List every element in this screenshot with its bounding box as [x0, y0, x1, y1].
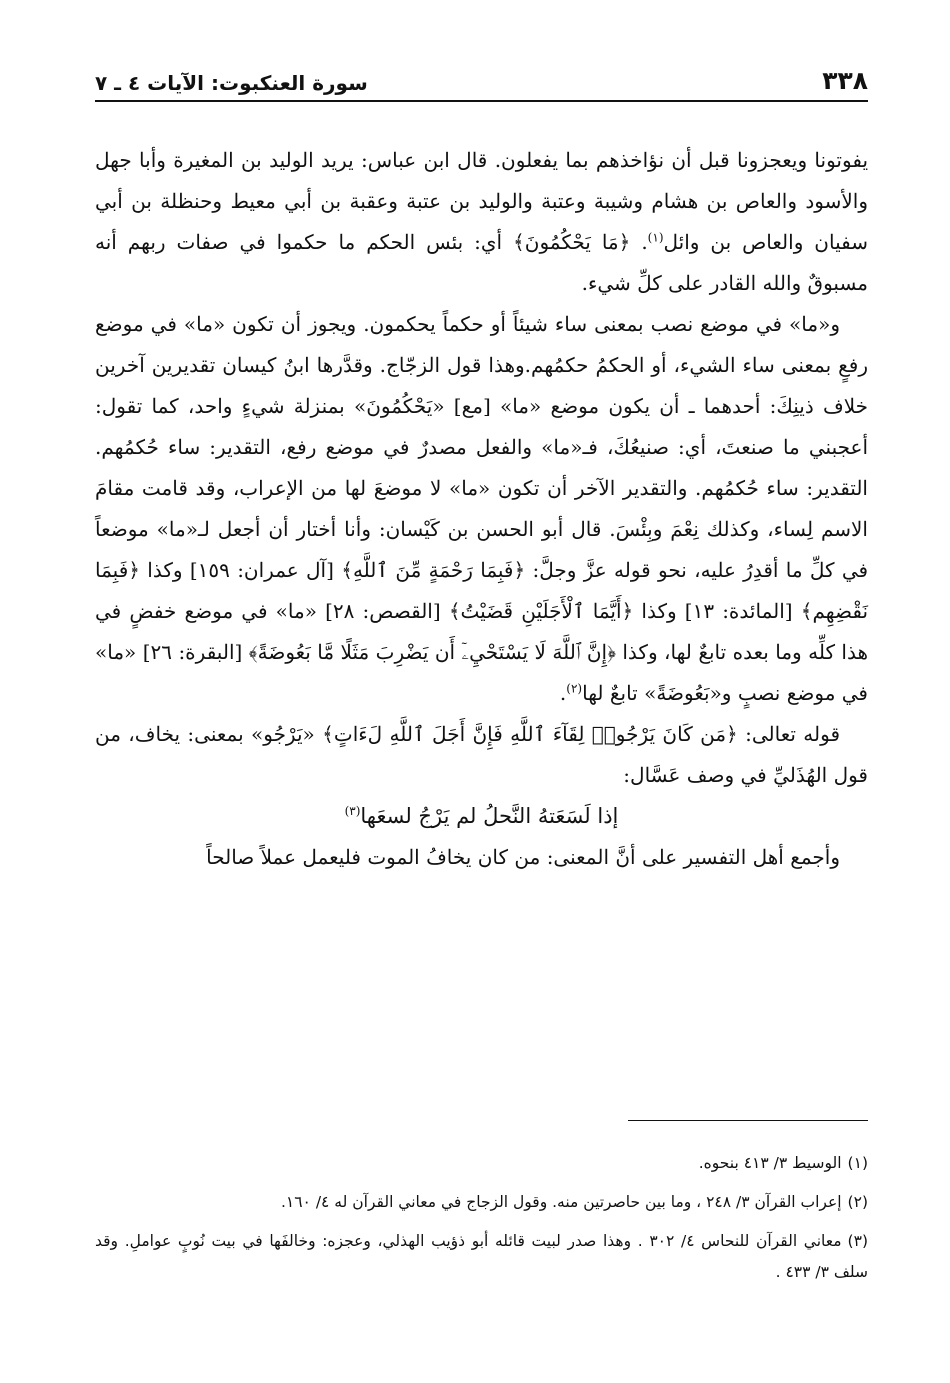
footnote-rule: [628, 1120, 868, 1121]
p1-sentence-3: أي: بئس الحكم ما حكموا في صفات ربهم أنه مسبوقٌ والله القادر على كلِّ شيء.: [95, 230, 868, 295]
footnotes: [95, 1148, 868, 1296]
p2-and-1: وكذا: [147, 558, 183, 582]
footnote-number: (٣): [847, 1232, 868, 1250]
footnote-text: الوسيط ٣/ ٤١٣ بنحوه.: [698, 1154, 842, 1172]
paragraph-4: [95, 837, 868, 878]
p3-lead: قوله تعالى:: [745, 722, 841, 746]
poetry-verse: [95, 796, 868, 837]
p2-end-dot: .: [559, 681, 567, 705]
quran-quote-5: ﴿مَن كَانَ يَرْجُوا۟ لِقَآءَ ٱللَّهِ فَإِنَّ أَجَلَ ٱللَّهِ لَءَاتٍ﴾: [322, 722, 738, 746]
footnote-ref-3: (٣): [344, 804, 361, 818]
paragraph-1: [95, 140, 868, 304]
quran-quote-1: ﴿فَبِمَا رَحْمَةٍ مِّنَ ٱللَّهِ﴾: [341, 558, 526, 582]
footnote-ref-1: (١): [647, 230, 664, 245]
footnote-ref-2: (٢): [566, 681, 583, 696]
p2-and-2: وكذا: [641, 599, 677, 623]
page-number: ٣٣٨: [822, 66, 868, 95]
quran-ref-3: [القصص: ٢٨]: [325, 599, 441, 623]
p1-dot: .: [641, 230, 648, 254]
main-text: [95, 140, 868, 878]
paragraph-2: [95, 304, 868, 714]
verse-text: إذا لَسَعَتهُ النَّحلُ لم يَرْجُ لسعَها: [360, 804, 619, 828]
footnote-text: إعراب القرآن ٣/ ٢٤٨ ، وما بين حاصرتين منه. وقول الزجاج في معاني القرآن له ٤/ ١٦٠.: [280, 1193, 842, 1211]
quran-ref-1: [آل عمران: ١٥٩]: [189, 558, 334, 582]
footnote-number: (٢): [847, 1193, 868, 1211]
page-header: [95, 58, 868, 98]
quran-quote-4: ﴿إِنَّ ٱللَّهَ لَا يَسْتَحْيِۦٓ أَن يَضْرِبَ مَثَلًا مَّا بَعُوضَةً﴾: [248, 640, 616, 664]
footnote-1: [95, 1148, 868, 1179]
footnote-number: (١): [847, 1154, 868, 1172]
p2-text-a: و«ما» في موضع نصب بمعنى ساء شيئاً أو حكماً يحكمون. ويجوز أن تكون «ما» في موضع رفعٍ بمعنى ساء الشيء، أو الحكمُ حكمُهم.وهذا قول الزجّاج. وقدَّرها ابنُ كيسان تقديرين آخرين خلاف ذينِكَ: أحدهما ـ أن يكون موضع «ما» [مع] «يَحْكُمُونَ» بمنزلة شيءٍ واحد، كما تقول: أعجبني ما صنعتَ، أي: صنيعُكَ، فـ«ما» والفعل مصدرٌ في موضع رفع، التقدير: ساء حُكمُهم. التقدير: ساء حُكمُهم. والتقدير الآخر أن تكون «ما» لا موضعَ لها من الإعراب، وقد قامت مقامَ الاسم لِساء، وكذلك نِعْمَ وبِئْسَ. قال أبو الحسن بن كَيْسان: وأنا أختار أن أجعل لـ«ما» موضعاً في كلِّ ما أقدِرُ عليه، نحو قوله عزَّ وجلَّ:: [95, 312, 869, 582]
quran-quote-3: ﴿أَيَّمَا ٱلْأَجَلَيْنِ قَضَيْتُ﴾: [448, 599, 634, 623]
quran-ref-2: [المائدة: ١٣]: [684, 599, 793, 623]
p1-sentence-1: يفوتونا ويعجزونا قبل أن نؤاخذهم بما يفعلون.: [494, 148, 869, 172]
quran-quote-2: ﴿فَبِمَا نَقْضِهِم﴾: [95, 558, 869, 623]
running-title: سورة العنكبوت: الآيات ٤ ـ ٧: [95, 71, 368, 95]
quran-ref-4: [البقرة: ٢٦]: [142, 640, 243, 664]
p1-sentence-2: قال ابن عباس: يريد الوليد بن المغيرة وأبا جهل والأسود والعاص بن هشام وشيبة وعتبة والوليد بن عتبة وعقبة بن أبي معيط وحنظلة بن أبي سفيان والعاص بن وائل: [95, 148, 868, 254]
footnote-text: معاني القرآن للنحاس ٤/ ٣٠٢ . وهذا صدر لبيت قائله أبو ذؤيب الهذلي، وعجزه: وخالفَها في بيت نُوبٍ عواملِ. وقد سلف ٣/ ٤٣٣ .: [95, 1232, 868, 1281]
p2-text-c: «ما» في موضع نصبٍ و«بَعُوضَةً» تابعٌ لها: [95, 640, 868, 705]
p2-text-b: «ما» في موضع خفضٍ في هذا كلِّه وما بعده تابعٌ لها، وكذا: [95, 599, 869, 664]
quran-quote-yahkumun: ﴿مَا يَحْكُمُونَ﴾: [513, 230, 631, 254]
paragraph-3: [95, 714, 868, 796]
header-rule: [95, 100, 868, 102]
footnote-2: [95, 1187, 868, 1218]
p4-text: وأجمع أهل التفسير على أنَّ المعنى: من كان يخافُ الموت فليعمل عملاً صالحاً: [206, 845, 840, 869]
p3-rest: «يَرْجُو» بمعنى: يخاف، من قول الهُذَليِّ في وصف عَسَّال:: [95, 722, 868, 787]
footnote-3: [95, 1226, 868, 1288]
